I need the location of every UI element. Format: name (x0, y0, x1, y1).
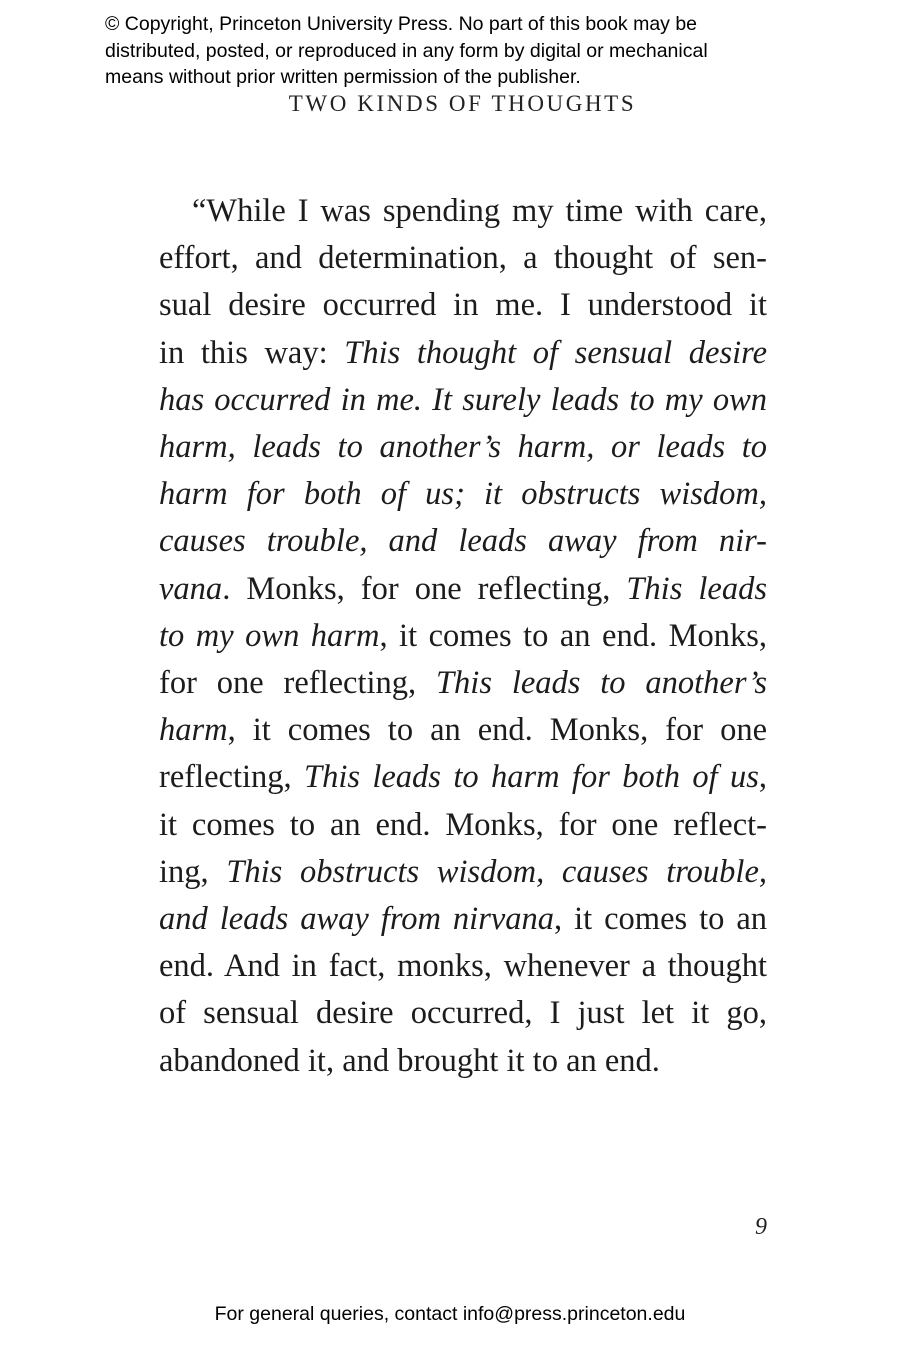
text-line (159, 188, 767, 235)
text-run: , it comes to an end. Monks, for one (227, 712, 767, 749)
italic-text: harm, leads to another’s harm, or leads to (159, 429, 767, 466)
copyright-line: © Copyright, Princeton University Press. No part of this book may be (105, 13, 698, 35)
body-paragraph (159, 188, 767, 1085)
text-run: end. And in fact, monks, whenever a thought (159, 948, 767, 985)
text-run: sual desire occurred in me. I understood it (159, 287, 767, 324)
text-line (159, 754, 767, 801)
italic-text: This leads to another’s (435, 665, 767, 702)
italic-text: This leads (626, 570, 767, 607)
running-head: TWO KINDS OF THOUGHTS (288, 91, 637, 116)
italic-text: to my own harm (159, 617, 380, 654)
text-line (159, 990, 767, 1037)
text-run: “While I was spending my time with care, (192, 193, 767, 229)
text-line (159, 802, 767, 849)
copyright-line: means without prior written permission of the publisher. (105, 66, 581, 88)
text-run: abandoned it, and brought it to an end. (159, 1042, 660, 1079)
text-line (159, 660, 767, 707)
text-run: reflecting, (159, 759, 304, 796)
italic-text: vana (159, 570, 223, 607)
text-line (159, 896, 767, 943)
text-run: , (758, 759, 767, 796)
italic-text: and leads away from nirvana (159, 901, 555, 938)
text-line (159, 471, 767, 518)
footer-contact: For general queries, contact info@press.princeton.edu (214, 1303, 686, 1325)
text-line (159, 518, 767, 565)
italic-text: causes trouble, and leads away from nir- (159, 523, 767, 560)
text-line (159, 566, 767, 613)
text-line (159, 707, 767, 754)
italic-text: has occurred in me. It surely leads to my own (159, 381, 767, 418)
text-line (159, 849, 767, 896)
text-line (159, 282, 767, 329)
text-run: , it comes to an end. Monks, (379, 617, 767, 654)
text-run: it comes to an end. Monks, for one reflect- (159, 806, 767, 843)
text-line (159, 613, 767, 660)
page-number: 9 (755, 1214, 767, 1240)
text-line (159, 943, 767, 990)
text-run: in this way: (159, 334, 345, 371)
italic-text: This leads to harm for both of us (304, 759, 759, 796)
text-line (159, 377, 767, 424)
text-line (159, 424, 767, 471)
text-line (159, 1038, 767, 1085)
italic-text: harm for both of us; it obstructs wisdom, (159, 476, 767, 513)
text-line (159, 330, 767, 377)
copyright-line: distributed, posted, or reproduced in any form by digital or mechanical (105, 39, 708, 62)
italic-text: This thought of sensual desire (344, 334, 767, 371)
italic-text: harm (159, 712, 228, 749)
text-run: , it comes to an (554, 901, 768, 938)
italic-text: This obstructs wisdom, causes trouble, (226, 853, 768, 890)
text-run: . Monks, for one reflecting, (222, 570, 627, 607)
text-run: ing, (159, 853, 227, 890)
text-run: for one reflecting, (159, 665, 436, 702)
text-run: effort, and determination, a thought of sen- (159, 240, 767, 277)
text-run: of sensual desire occurred, I just let it go, (159, 995, 767, 1032)
copyright-notice (105, 11, 825, 91)
text-line (159, 235, 767, 282)
